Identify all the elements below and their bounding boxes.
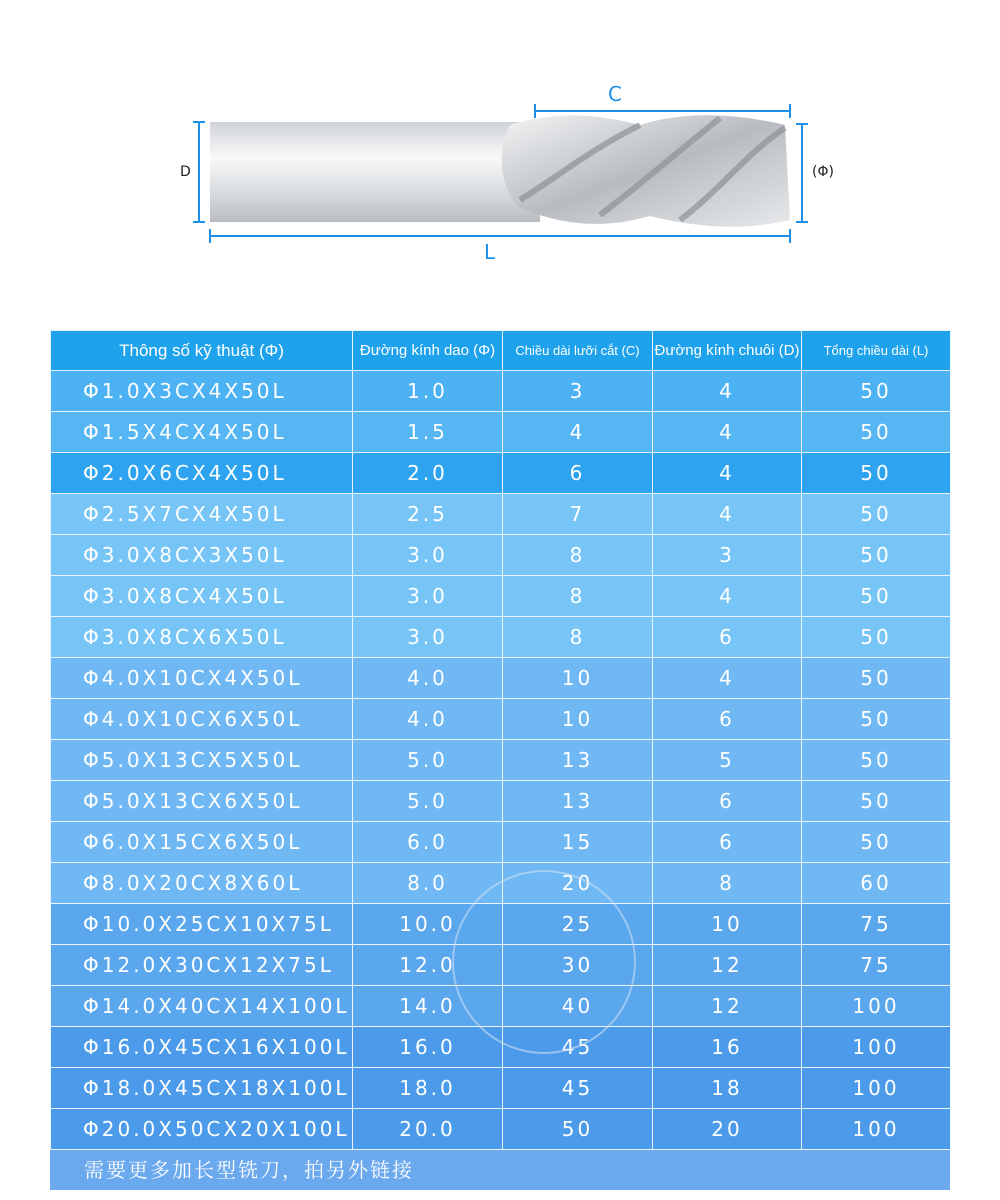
cell-cutter-diameter: 3.0 <box>353 576 503 617</box>
cell-total-length: 50 <box>802 535 951 576</box>
label-d: D <box>180 164 191 180</box>
cell-shank-diameter: 20 <box>653 1109 802 1150</box>
cell-cutter-diameter: 18.0 <box>353 1068 503 1109</box>
cell-cutting-length: 8 <box>503 576 653 617</box>
cell-model: Φ14.0X40CX14X100L <box>51 986 353 1027</box>
cell-cutter-diameter: 3.0 <box>353 617 503 658</box>
table-row <box>51 1068 951 1109</box>
label-phi: (Φ) <box>812 164 834 180</box>
cell-total-length: 50 <box>802 453 951 494</box>
cell-shank-diameter: 6 <box>653 781 802 822</box>
cell-shank-diameter: 4 <box>653 371 802 412</box>
cell-total-length: 100 <box>802 986 951 1027</box>
cell-model: Φ18.0X45CX18X100L <box>51 1068 353 1109</box>
cell-cutter-diameter: 2.5 <box>353 494 503 535</box>
table-row <box>51 904 951 945</box>
cell-total-length: 50 <box>802 822 951 863</box>
cell-total-length: 75 <box>802 945 951 986</box>
table-row <box>51 1027 951 1068</box>
table-row <box>51 658 951 699</box>
cell-model: Φ3.0X8CX4X50L <box>51 576 353 617</box>
table-row <box>51 617 951 658</box>
cell-shank-diameter: 4 <box>653 412 802 453</box>
shank <box>210 122 540 222</box>
cell-cutter-diameter: 10.0 <box>353 904 503 945</box>
table-row <box>51 699 951 740</box>
cell-shank-diameter: 4 <box>653 658 802 699</box>
cell-cutter-diameter: 6.0 <box>353 822 503 863</box>
cell-cutting-length: 7 <box>503 494 653 535</box>
cell-cutting-length: 25 <box>503 904 653 945</box>
cell-model: Φ3.0X8CX3X50L <box>51 535 353 576</box>
cell-shank-diameter: 12 <box>653 945 802 986</box>
table-row <box>51 494 951 535</box>
header-spec: Thông số kỹ thuật (Φ) <box>51 331 353 371</box>
table-row <box>51 371 951 412</box>
cell-cutting-length: 13 <box>503 740 653 781</box>
cell-model: Φ5.0X13CX5X50L <box>51 740 353 781</box>
cell-cutting-length: 3 <box>503 371 653 412</box>
cell-cutting-length: 13 <box>503 781 653 822</box>
cell-cutting-length: 6 <box>503 453 653 494</box>
cell-cutter-diameter: 3.0 <box>353 535 503 576</box>
cell-cutting-length: 40 <box>503 986 653 1027</box>
cell-cutting-length: 8 <box>503 535 653 576</box>
table-row <box>51 986 951 1027</box>
cell-shank-diameter: 18 <box>653 1068 802 1109</box>
end-mill-illustration <box>0 0 1000 320</box>
cell-cutter-diameter: 20.0 <box>353 1109 503 1150</box>
cell-shank-diameter: 4 <box>653 453 802 494</box>
cell-total-length: 100 <box>802 1027 951 1068</box>
cell-shank-diameter: 5 <box>653 740 802 781</box>
table-row <box>51 1109 951 1150</box>
cell-cutting-length: 50 <box>503 1109 653 1150</box>
cell-cutter-diameter: 12.0 <box>353 945 503 986</box>
cell-total-length: 50 <box>802 576 951 617</box>
label-l: L <box>484 240 496 264</box>
cell-cutting-length: 45 <box>503 1068 653 1109</box>
cell-cutter-diameter: 1.0 <box>353 371 503 412</box>
header-shank-diameter: Đường kính chuôi (D) <box>653 331 802 371</box>
table-row <box>51 453 951 494</box>
cell-shank-diameter: 16 <box>653 1027 802 1068</box>
cell-model: Φ5.0X13CX6X50L <box>51 781 353 822</box>
note-banner: 需要更多加长型铣刀，拍另外链接 <box>50 1150 950 1190</box>
spec-table <box>50 330 951 1150</box>
cell-model: Φ4.0X10CX4X50L <box>51 658 353 699</box>
cell-cutter-diameter: 5.0 <box>353 781 503 822</box>
cell-shank-diameter: 6 <box>653 822 802 863</box>
table-row <box>51 945 951 986</box>
table-row <box>51 412 951 453</box>
cell-model: Φ2.5X7CX4X50L <box>51 494 353 535</box>
cell-cutter-diameter: 14.0 <box>353 986 503 1027</box>
cell-shank-diameter: 3 <box>653 535 802 576</box>
table-row <box>51 535 951 576</box>
cell-total-length: 50 <box>802 412 951 453</box>
table-row <box>51 822 951 863</box>
cell-total-length: 60 <box>802 863 951 904</box>
cell-model: Φ1.0X3CX4X50L <box>51 371 353 412</box>
cell-model: Φ6.0X15CX6X50L <box>51 822 353 863</box>
cell-total-length: 50 <box>802 740 951 781</box>
cell-total-length: 50 <box>802 494 951 535</box>
cell-model: Φ3.0X8CX6X50L <box>51 617 353 658</box>
table-row <box>51 740 951 781</box>
header-total-length: Tổng chiều dài (L) <box>802 331 951 371</box>
cell-total-length: 75 <box>802 904 951 945</box>
header-cutting-length: Chiều dài lưỡi cắt (C) <box>503 331 653 371</box>
cell-model: Φ1.5X4CX4X50L <box>51 412 353 453</box>
cell-shank-diameter: 12 <box>653 986 802 1027</box>
cell-total-length: 100 <box>802 1109 951 1150</box>
header-cutter-diameter: Đường kính dao (Φ) <box>353 331 503 371</box>
end-mill-diagram <box>0 0 1000 320</box>
cell-shank-diameter: 4 <box>653 576 802 617</box>
spec-table-body <box>51 371 951 1150</box>
cell-cutter-diameter: 4.0 <box>353 658 503 699</box>
cell-cutter-diameter: 16.0 <box>353 1027 503 1068</box>
cell-model: Φ2.0X6CX4X50L <box>51 453 353 494</box>
cell-total-length: 50 <box>802 617 951 658</box>
table-row <box>51 863 951 904</box>
cell-cutter-diameter: 4.0 <box>353 699 503 740</box>
cell-total-length: 50 <box>802 658 951 699</box>
cell-cutting-length: 15 <box>503 822 653 863</box>
cell-model: Φ20.0X50CX20X100L <box>51 1109 353 1150</box>
cell-cutting-length: 45 <box>503 1027 653 1068</box>
table-row <box>51 576 951 617</box>
cell-cutter-diameter: 1.5 <box>353 412 503 453</box>
label-c: C <box>608 82 622 106</box>
cell-cutting-length: 10 <box>503 658 653 699</box>
cell-shank-diameter: 10 <box>653 904 802 945</box>
flute-section <box>502 115 790 226</box>
cell-cutter-diameter: 2.0 <box>353 453 503 494</box>
cell-shank-diameter: 4 <box>653 494 802 535</box>
cell-cutting-length: 8 <box>503 617 653 658</box>
cell-model: Φ12.0X30CX12X75L <box>51 945 353 986</box>
table-row <box>51 781 951 822</box>
cell-cutting-length: 30 <box>503 945 653 986</box>
cell-model: Φ4.0X10CX6X50L <box>51 699 353 740</box>
cell-cutting-length: 4 <box>503 412 653 453</box>
cell-cutter-diameter: 8.0 <box>353 863 503 904</box>
cell-shank-diameter: 8 <box>653 863 802 904</box>
cell-total-length: 50 <box>802 371 951 412</box>
cell-cutter-diameter: 5.0 <box>353 740 503 781</box>
cell-model: Φ8.0X20CX8X60L <box>51 863 353 904</box>
cell-model: Φ16.0X45CX16X100L <box>51 1027 353 1068</box>
cell-total-length: 50 <box>802 699 951 740</box>
cell-total-length: 50 <box>802 781 951 822</box>
cell-model: Φ10.0X25CX10X75L <box>51 904 353 945</box>
cell-shank-diameter: 6 <box>653 617 802 658</box>
cell-shank-diameter: 6 <box>653 699 802 740</box>
cell-cutting-length: 10 <box>503 699 653 740</box>
spec-table-header <box>51 331 951 371</box>
cell-total-length: 100 <box>802 1068 951 1109</box>
cell-cutting-length: 20 <box>503 863 653 904</box>
